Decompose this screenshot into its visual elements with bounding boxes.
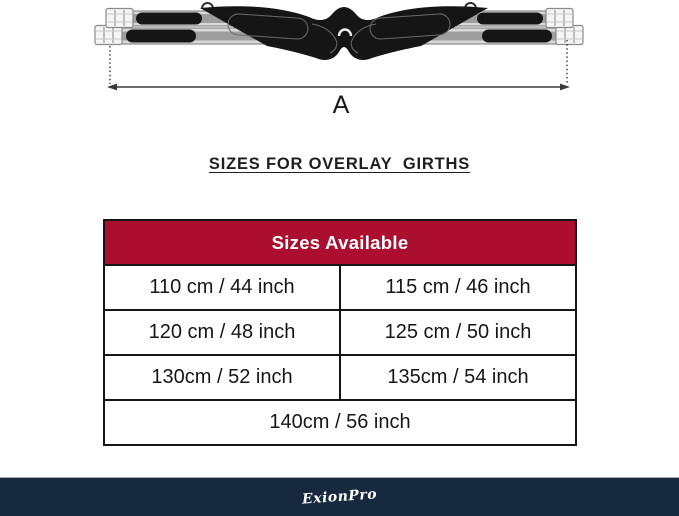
left-top-buckle-icon <box>106 9 133 28</box>
brand-logo: ExionPro <box>301 486 378 508</box>
table-row <box>104 310 576 355</box>
size-cell: 110 cm / 44 inch <box>104 265 340 310</box>
left-bottom-buckle-icon <box>95 26 122 45</box>
table-row <box>104 400 576 445</box>
footer-bar <box>0 478 679 516</box>
right-bottom-buckle-icon <box>556 26 583 45</box>
page-title: SIZES FOR OVERLAY GIRTHS <box>208 155 471 173</box>
table-row <box>104 355 576 400</box>
table-row <box>104 265 576 310</box>
girth-illustration <box>0 0 679 125</box>
size-cell: 115 cm / 46 inch <box>340 265 576 310</box>
size-cell: 135cm / 54 inch <box>340 355 576 400</box>
sizes-table <box>103 219 577 446</box>
size-cell: 125 cm / 50 inch <box>340 310 576 355</box>
table-header: Sizes Available <box>104 220 576 265</box>
size-cell-full: 140cm / 56 inch <box>104 400 576 445</box>
right-top-buckle-icon <box>546 9 573 28</box>
size-cell: 120 cm / 48 inch <box>104 310 340 355</box>
sizes-table-wrap <box>103 219 577 446</box>
measurement-label: A <box>332 91 350 119</box>
size-cell: 130cm / 52 inch <box>104 355 340 400</box>
